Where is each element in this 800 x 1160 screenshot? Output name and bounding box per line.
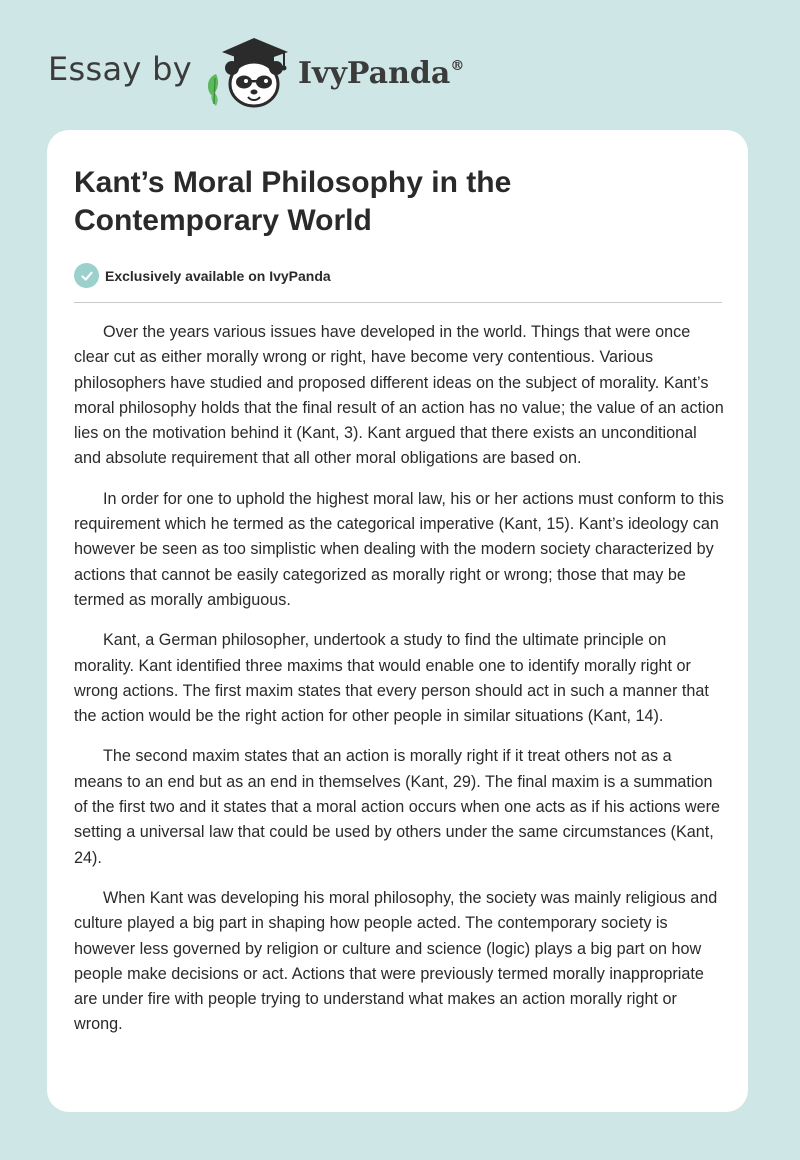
leaf-icon [208, 74, 218, 106]
exclusive-badge [74, 263, 331, 288]
divider [74, 302, 722, 303]
panda-logo-icon[interactable] [200, 34, 292, 110]
essay-by-label: Essay by [48, 50, 192, 88]
essay-title: Kant’s Moral Philosophy in the Contemporary World [74, 166, 512, 237]
paragraph: In order for one to uphold the highest moral law, his or her actions must conform to this requirement which he termed as the categorical imperative (Kant, 15). Kant’s ideology can however be seen as too simplistic when dealing with the modern society characterized by actions that cannot be easily categorized as morally right or wrong; those that may be termed as morally ambiguous. [74, 489, 724, 609]
exclusive-label: Exclusively available on IvyPanda [105, 267, 331, 284]
paragraph: Over the years various issues have developed in the world. Things that were once clear cut as either morally wrong or right, have become very contentious. Various philosophers have studied and proposed different ideas on the subject of morality. Kant’s moral philosophy holds that the final result of an action has no value; the value of an action lies on the motivation behind it (Kant, 3). Kant argued that there exists an unconditional and absolute requirement that all other moral obligations are based on. [74, 323, 724, 468]
registered-mark: ® [450, 58, 465, 74]
paragraph: Kant, a German philosopher, undertook a study to find the ultimate principle on morality. Kant identified three maxims that would enable one to identify morally right or wrong actions. The first maxim states that every person should act in such a manner that the action would be the right action for other people in similar situations (Kant, 14). [74, 631, 709, 726]
brand-name[interactable] [298, 56, 464, 91]
site-header [0, 0, 800, 130]
paragraph: The second maxim states that an action is morally right if it treat others not as a means to an end but as an end in themselves (Kant, 29). The final maxim is a summation of the first two and it states that a moral action occurs when one acts as if his actions were setting a universal law that could be used by others under the same circumstances (Kant, 24). [74, 747, 721, 867]
essay-card [47, 130, 748, 1112]
essay-body [74, 320, 724, 1053]
check-icon [74, 263, 99, 288]
brand-text: IvyPanda [298, 56, 451, 91]
paragraph: When Kant was developing his moral philosophy, the society was mainly religious and culture played a big part in shaping how people acted. The contemporary society is however less governed by religion or culture and science (logic) plays a big part on how people make decisions or act. Actions that were previously termed morally inappropriate are under fire with people trying to understand what makes an action morally right or wrong. [74, 888, 718, 1034]
